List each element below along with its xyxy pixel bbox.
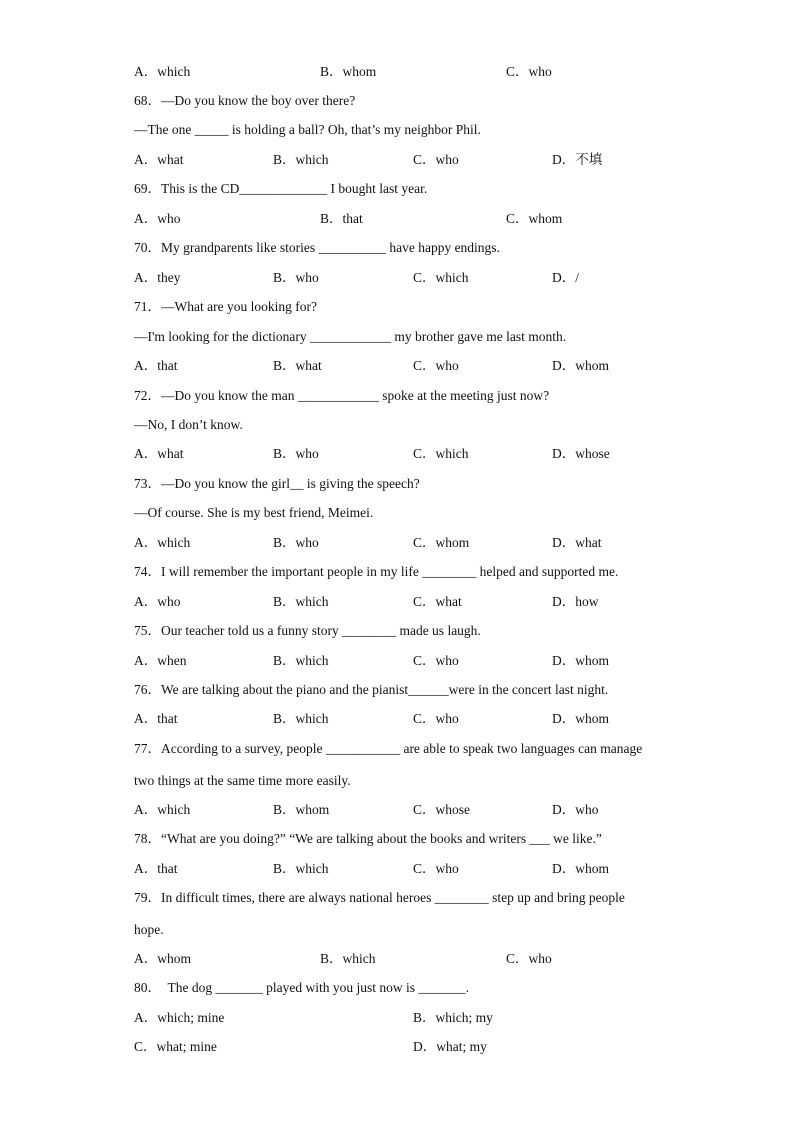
answer-option: D．what; my bbox=[413, 1039, 487, 1054]
answer-option: B．which bbox=[273, 152, 329, 167]
answer-option: D．whom bbox=[552, 861, 609, 876]
answer-option: B．which bbox=[273, 711, 329, 726]
answer-options-row bbox=[134, 593, 694, 611]
answer-option: A．what bbox=[134, 446, 184, 461]
answer-option: A．which bbox=[134, 535, 191, 550]
answer-options-row bbox=[134, 269, 694, 287]
question-line: 78．“What are you doing?” “We are talking about the books and writers ___ we like.” bbox=[134, 831, 602, 846]
question-line: 74．I will remember the important people in my life ________ helped and supported me. bbox=[134, 564, 619, 579]
answer-options-row bbox=[134, 652, 694, 670]
answer-option: B．which bbox=[273, 653, 329, 668]
answer-option: A．whom bbox=[134, 951, 191, 966]
answer-option: C．what bbox=[413, 594, 462, 609]
answer-option: C．whom bbox=[413, 535, 470, 550]
answer-option: A．that bbox=[134, 861, 178, 876]
answer-option: A．that bbox=[134, 711, 178, 726]
answer-options-row bbox=[134, 151, 694, 169]
answer-option: D．whose bbox=[552, 446, 610, 461]
answer-option: C．who bbox=[413, 358, 459, 373]
answer-option: B．who bbox=[273, 535, 319, 550]
question-line: hope. bbox=[134, 922, 164, 937]
answer-options-row bbox=[134, 860, 694, 878]
question-line: 68．—Do you know the boy over there? bbox=[134, 93, 356, 108]
answer-options-row bbox=[134, 63, 694, 81]
answer-options-row bbox=[134, 534, 694, 552]
answer-option: C．whose bbox=[413, 802, 470, 817]
answer-option: C．what; mine bbox=[134, 1039, 217, 1054]
question-line: —Of course. She is my best friend, Meimei. bbox=[134, 505, 374, 520]
answer-option: A．which bbox=[134, 802, 191, 817]
answer-options-row bbox=[134, 357, 694, 375]
answer-option: B．that bbox=[320, 211, 363, 226]
answer-option: C．which bbox=[413, 270, 469, 285]
answer-option: C．which bbox=[413, 446, 469, 461]
question-line: 77．According to a survey, people ___________ are able to speak two languages can manage bbox=[134, 741, 643, 756]
answer-option: D．whom bbox=[552, 653, 609, 668]
question-line: 72．—Do you know the man ____________ spoke at the meeting just now? bbox=[134, 388, 550, 403]
answer-option: D．whom bbox=[552, 358, 609, 373]
answer-option: D．how bbox=[552, 594, 599, 609]
answer-option: A．which; mine bbox=[134, 1010, 225, 1025]
answer-option: B．which bbox=[273, 594, 329, 609]
question-line: —No, I don’t know. bbox=[134, 417, 243, 432]
answer-option: B．whom bbox=[273, 802, 330, 817]
question-line: 80． The dog _______ played with you just now is _______. bbox=[134, 980, 469, 995]
answer-options-row bbox=[134, 210, 694, 228]
answer-options-row bbox=[134, 1038, 694, 1056]
answer-option: B．what bbox=[273, 358, 322, 373]
answer-option: B．which; my bbox=[413, 1010, 493, 1025]
answer-option: C．who bbox=[413, 711, 459, 726]
answer-option: A．which bbox=[134, 64, 191, 79]
question-line: —The one _____ is holding a ball? Oh, that’s my neighbor Phil. bbox=[134, 122, 481, 137]
question-line: 79．In difficult times, there are always national heroes ________ step up and bring people bbox=[134, 890, 625, 905]
answer-option: A．when bbox=[134, 653, 187, 668]
answer-option: C．who bbox=[413, 861, 459, 876]
answer-option: A．what bbox=[134, 152, 184, 167]
answer-option: B．which bbox=[320, 951, 376, 966]
answer-option: A．who bbox=[134, 594, 181, 609]
answer-options-row bbox=[134, 1009, 694, 1027]
answer-option: A．that bbox=[134, 358, 178, 373]
answer-option: C．who bbox=[413, 653, 459, 668]
answer-option: B．who bbox=[273, 270, 319, 285]
answer-option: B．who bbox=[273, 446, 319, 461]
question-line: 69．This is the CD_____________ I bought last year. bbox=[134, 181, 428, 196]
question-line: 70．My grandparents like stories __________ have happy endings. bbox=[134, 240, 500, 255]
answer-option: D．who bbox=[552, 802, 599, 817]
answer-option: D．不填 bbox=[552, 152, 603, 167]
answer-option: D．/ bbox=[552, 270, 579, 285]
answer-option: B．which bbox=[273, 861, 329, 876]
answer-options-row bbox=[134, 950, 694, 968]
answer-option: C．who bbox=[413, 152, 459, 167]
question-line: —I'm looking for the dictionary ____________ my brother gave me last month. bbox=[134, 329, 567, 344]
answer-option: D．what bbox=[552, 535, 602, 550]
question-line: 73．—Do you know the girl__ is giving the speech? bbox=[134, 476, 420, 491]
answer-options-row bbox=[134, 710, 694, 728]
answer-option: C．who bbox=[506, 64, 552, 79]
answer-option: A．they bbox=[134, 270, 181, 285]
answer-option: C．whom bbox=[506, 211, 563, 226]
answer-options-row bbox=[134, 801, 694, 819]
question-line: 75．Our teacher told us a funny story ________ made us laugh. bbox=[134, 623, 481, 638]
question-line: 71．—What are you looking for? bbox=[134, 299, 317, 314]
answer-option: C．who bbox=[506, 951, 552, 966]
question-line: two things at the same time more easily. bbox=[134, 773, 351, 788]
answer-options-row bbox=[134, 445, 694, 463]
answer-option: A．who bbox=[134, 211, 181, 226]
answer-option: B．whom bbox=[320, 64, 377, 79]
question-line: 76．We are talking about the piano and the pianist______were in the concert last night. bbox=[134, 682, 609, 697]
answer-option: D．whom bbox=[552, 711, 609, 726]
